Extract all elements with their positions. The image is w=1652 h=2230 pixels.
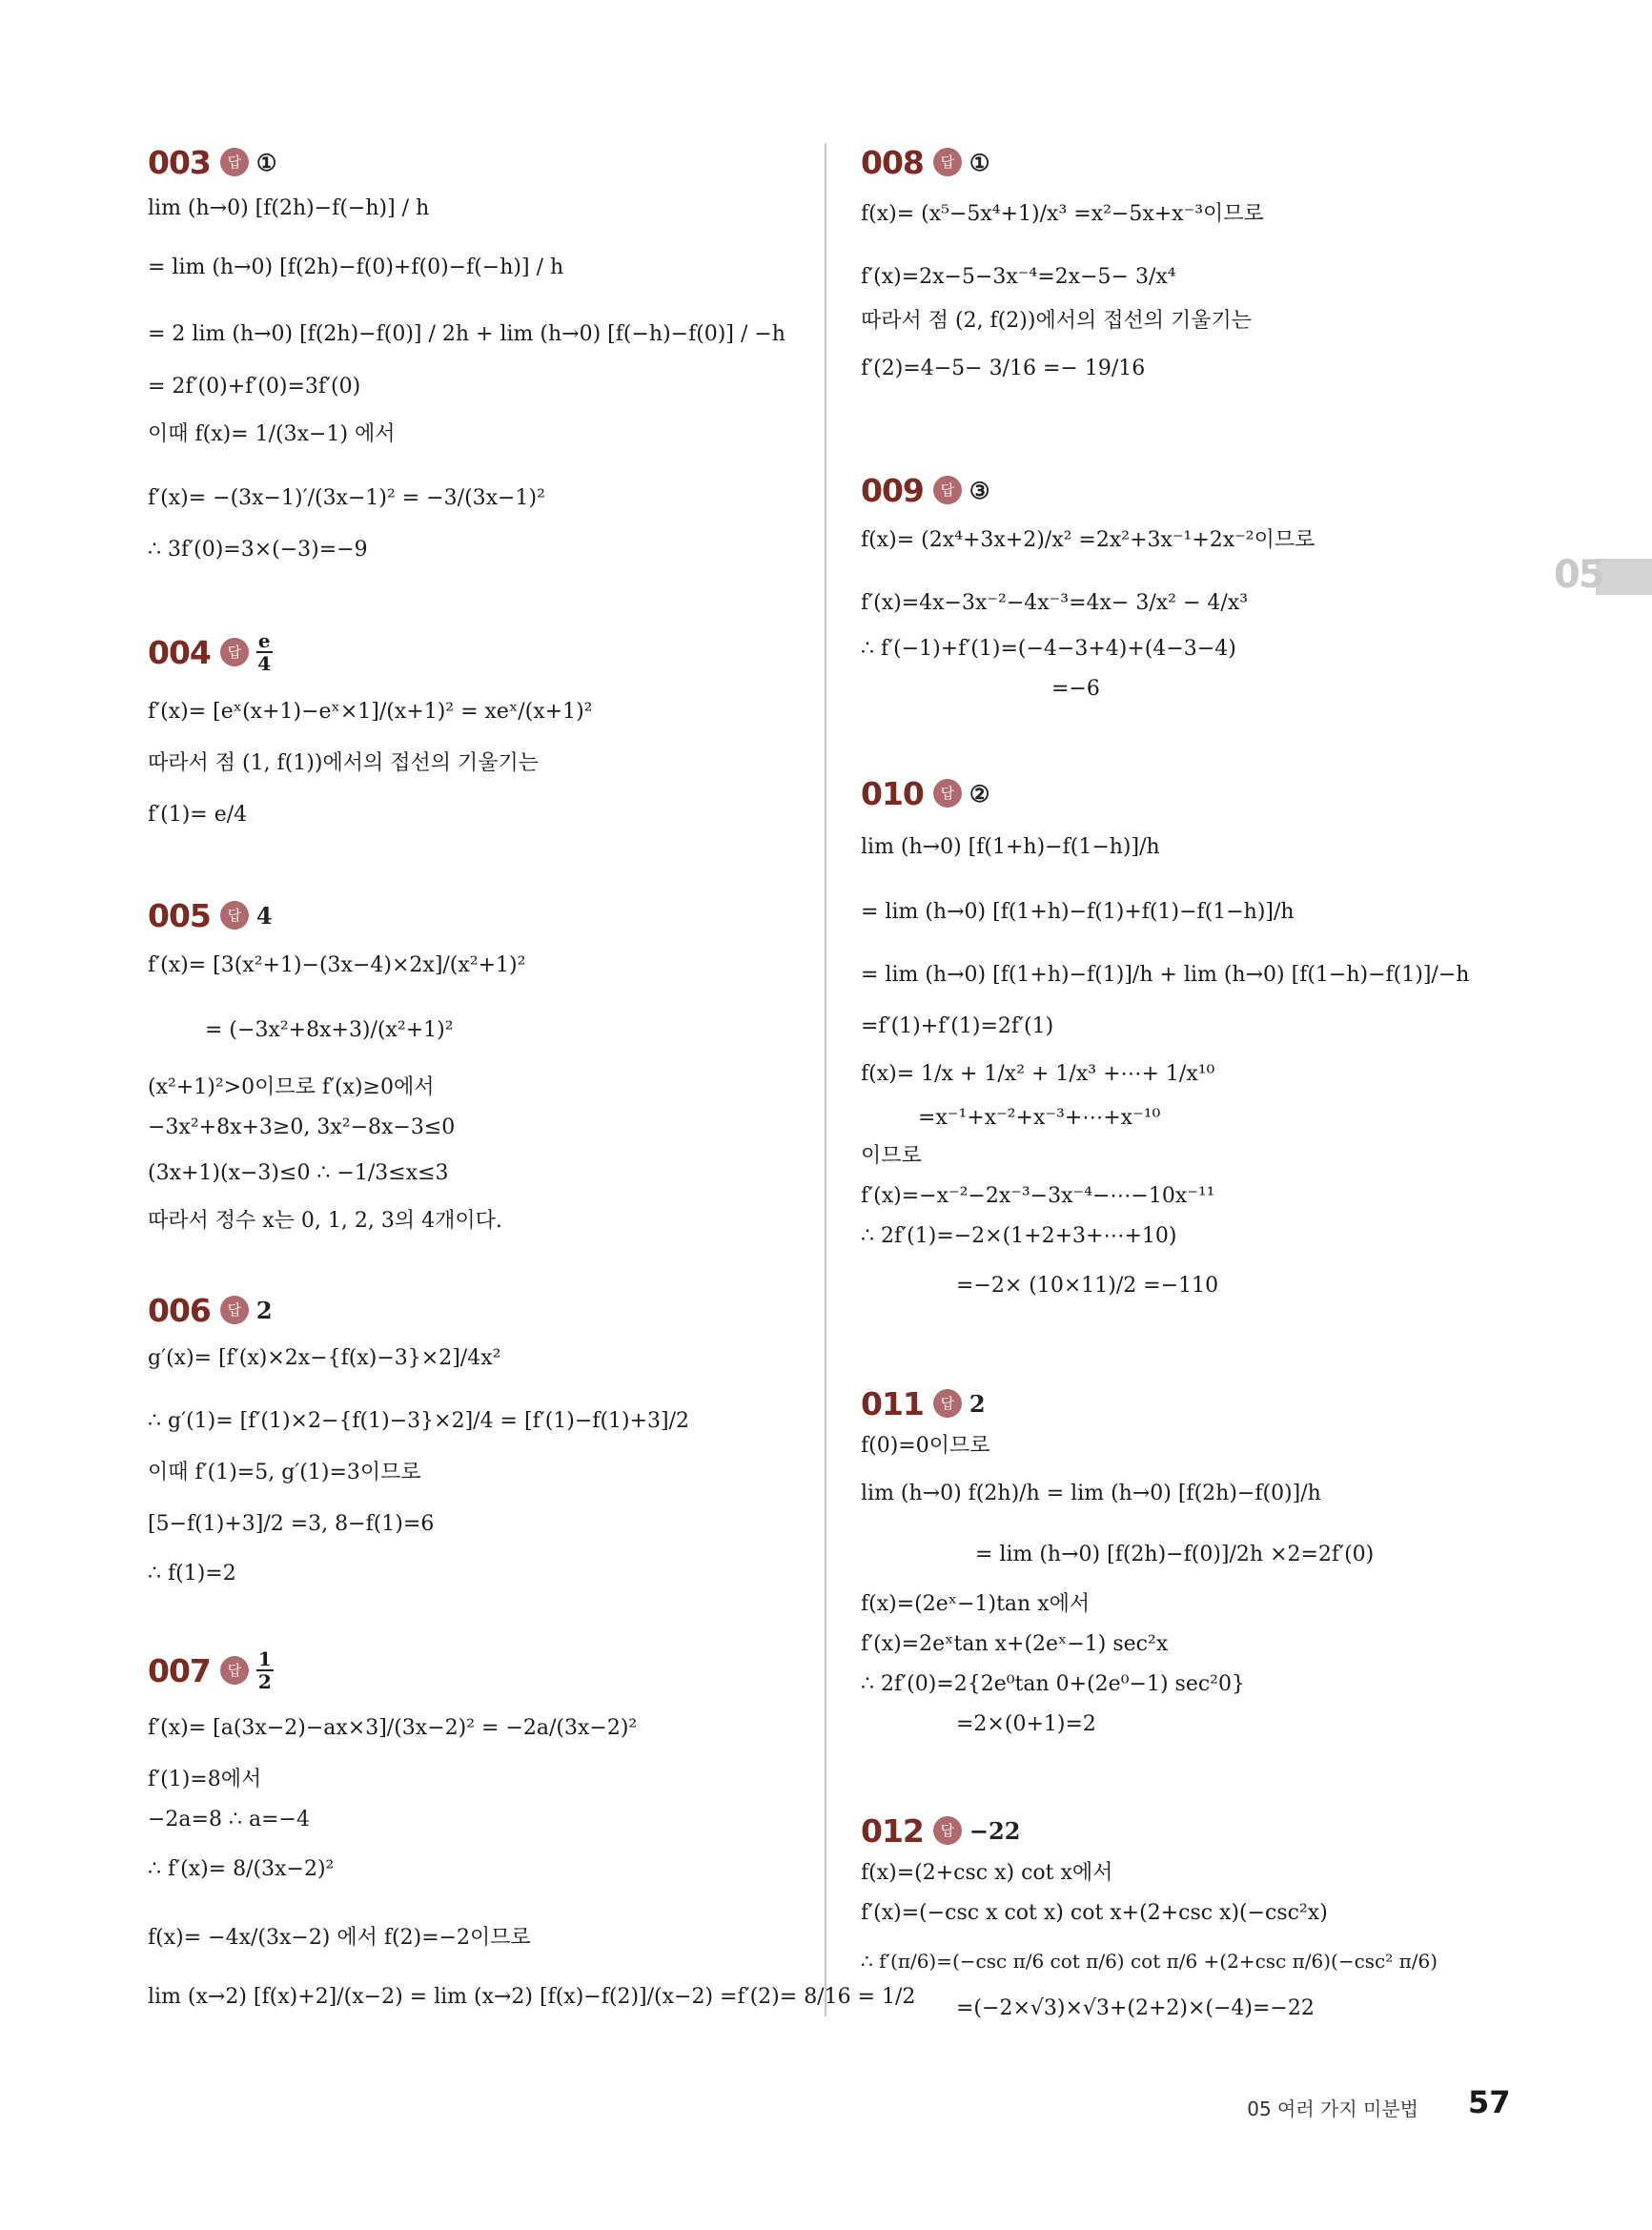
solution-line: lim (x→2) [f(x)+2]/(x−2) = lim (x→2) [f(x)−f(2)]/(x−2) =f′(2)= 8/16 = 1/2: [148, 1985, 916, 2009]
solution-line: f(x)=(2eˣ−1)tan x에서: [861, 1592, 1091, 1616]
solution-line: = lim (h→0) [f(1+h)−f(1)]/h + lim (h→0) [f(1−h)−f(1)]/−h: [861, 963, 1470, 987]
solution-line: f′(x)=4x−3x⁻²−4x⁻³=4x− 3/x² − 4/x³: [861, 591, 1249, 615]
solution-line: lim (h→0) [f(1+h)−f(1−h)]/h: [861, 835, 1160, 859]
answer-badge: 답: [933, 476, 962, 504]
solution-line: f(x)= (x⁵−5x⁴+1)/x³ =x²−5x+x⁻³이므로: [861, 202, 1264, 226]
answer-denominator: 2: [257, 1670, 272, 1693]
solution-line: 따라서 정수 x는 0, 1, 2, 3의 4개이다.: [148, 1209, 502, 1233]
problem-number: 011: [861, 1384, 924, 1422]
problem-header: [148, 141, 815, 183]
side-tab-bar: [1596, 559, 1652, 595]
problem-header: [861, 469, 1547, 511]
answer-badge: 답: [220, 638, 249, 666]
solution-line: ∴ f′(π/6)=(−csc π/6 cot π/6) cot π/6 +(2+csc π/6)(−csc² π/6): [861, 1950, 1438, 1973]
answer-badge: 답: [933, 1816, 962, 1845]
solution-line: ∴ f(1)=2: [148, 1562, 236, 1586]
problem-006: [148, 1289, 815, 1586]
solution-line: =f′(1)+f′(1)=2f′(1): [861, 1014, 1054, 1038]
problem-009: [861, 469, 1547, 701]
answer-value: ③: [969, 476, 990, 504]
solution-line: = lim (h→0) [f(2h)−f(0)]/2h ×2=2f′(0): [975, 1543, 1375, 1566]
solution-line: ∴ 3f′(0)=3×(−3)=−9: [148, 538, 368, 562]
solution-line: =(−2×√3)×√3+(2+2)×(−4)=−22: [956, 1996, 1315, 2020]
problem-010: [861, 772, 1547, 1298]
solution-line: lim (h→0) f(2h)/h = lim (h→0) [f(2h)−f(0)]/h: [861, 1482, 1321, 1505]
footer-chapter-title: 05 여러 가지 미분법: [1247, 2097, 1418, 2120]
answer-badge: 답: [933, 779, 962, 808]
problem-header: [148, 631, 815, 673]
answer-numerator: e: [257, 629, 271, 652]
solution-line: 이므로: [861, 1144, 922, 1168]
problem-number: 007: [148, 1651, 211, 1689]
answer-fraction: [256, 1648, 274, 1692]
solution-line: 따라서 점 (1, f(1))에서의 접선의 기울기는: [148, 751, 539, 775]
problem-number: 009: [861, 471, 924, 509]
problem-003: [148, 141, 815, 562]
side-tab-number: 05: [1554, 553, 1603, 597]
answer-value: −22: [969, 1816, 1021, 1845]
answer-badge: 답: [220, 901, 249, 930]
answer-value: 2: [255, 1296, 273, 1324]
problem-header: [861, 772, 1547, 814]
problem-number: 006: [148, 1291, 211, 1329]
solution-line: f′(1)=8에서: [148, 1768, 262, 1791]
problem-header: [861, 141, 1547, 183]
solution-line: 이때 f(x)= 1/(3x−1) 에서: [148, 422, 396, 446]
solution-line: =2×(0+1)=2: [956, 1712, 1096, 1736]
solution-line: f′(x)= [a(3x−2)−ax×3]/(3x−2)² = −2a/(3x−2)²: [148, 1716, 638, 1740]
answer-value: ②: [969, 779, 990, 808]
problem-number: 010: [861, 774, 924, 812]
solution-line: ∴ g′(1)= [f′(1)×2−{f(1)−3}×2]/4 = [f′(1)−f(1)+3]/2: [148, 1409, 690, 1433]
solution-line: f(x)= (2x⁴+3x+2)/x² =2x²+3x⁻¹+2x⁻²이므로: [861, 528, 1315, 552]
problem-header: [861, 1382, 1547, 1424]
solution-line: =−6: [1051, 677, 1100, 701]
problem-header: [148, 1649, 815, 1691]
answer-value: 2: [969, 1389, 986, 1418]
solution-line: =−2× (10×11)/2 =−110: [956, 1274, 1219, 1298]
solution-line: f′(x)= [eˣ(x+1)−eˣ×1]/(x+1)² = xeˣ/(x+1)²: [148, 700, 593, 724]
answer-badge: 답: [933, 1389, 962, 1418]
solution-line: = (−3x²+8x+3)/(x²+1)²: [205, 1018, 454, 1042]
solution-line: 따라서 점 (2, f(2))에서의 접선의 기울기는: [861, 309, 1252, 333]
solution-line: g′(x)= [f′(x)×2x−{f(x)−3}×2]/4x²: [148, 1346, 501, 1370]
solution-line: = lim (h→0) [f(1+h)−f(1)+f(1)−f(1−h)]/h: [861, 900, 1295, 924]
solution-line: ∴ 2f′(1)=−2×(1+2+3+⋯+10): [861, 1224, 1177, 1248]
answer-value: ①: [255, 148, 277, 176]
solution-line: = lim (h→0) [f(2h)−f(0)+f(0)−f(−h)] / h: [148, 256, 564, 279]
solution-line: f′(x)= [3(x²+1)−(3x−4)×2x]/(x²+1)²: [148, 953, 526, 977]
answer-denominator: 4: [257, 652, 272, 675]
answer-value: 4: [255, 901, 273, 930]
solution-line: 이때 f′(1)=5, g′(1)=3이므로: [148, 1461, 421, 1484]
problem-number: 004: [148, 633, 211, 671]
solution-line: −2a=8 ∴ a=−4: [148, 1808, 310, 1831]
solution-line: f(x)=(2+csc x) cot x에서: [861, 1861, 1113, 1885]
problem-011: [861, 1382, 1547, 1736]
answer-fraction: [256, 630, 273, 674]
solution-line: [5−f(1)+3]/2 =3, 8−f(1)=6: [148, 1512, 435, 1536]
problem-012: [861, 1810, 1547, 2020]
solution-line: f(0)=0이므로: [861, 1434, 990, 1458]
solution-line: (3x+1)(x−3)≤0 ∴ −1/3≤x≤3: [148, 1161, 449, 1185]
solution-line: = 2 lim (h→0) [f(2h)−f(0)] / 2h + lim (h→0) [f(−h)−f(0)] / −h: [148, 322, 785, 346]
chapter-side-tab: [1554, 555, 1652, 595]
solution-line: f′(x)=2x−5−3x⁻⁴=2x−5− 3/x⁴: [861, 265, 1176, 289]
answer-badge: 답: [220, 1296, 249, 1324]
solution-line: = 2f′(0)+f′(0)=3f′(0): [148, 375, 361, 399]
problem-005: [148, 894, 815, 1233]
solution-line: lim (h→0) [f(2h)−f(−h)] / h: [148, 196, 430, 220]
solution-line: f′(2)=4−5− 3/16 =− 19/16: [861, 357, 1146, 380]
solution-line: ∴ f′(−1)+f′(1)=(−4−3+4)+(4−3−4): [861, 637, 1236, 661]
column-divider: [825, 143, 826, 2016]
answer-badge: 답: [220, 1656, 249, 1685]
solution-line: f′(x)=2eˣtan x+(2eˣ−1) sec²x: [861, 1632, 1169, 1656]
problem-number: 008: [861, 143, 924, 181]
problem-004: [148, 629, 815, 827]
problem-number: 005: [148, 896, 211, 934]
answer-badge: 답: [933, 148, 962, 176]
solution-line: f(x)= 1/x + 1/x² + 1/x³ +⋯+ 1/x¹⁰: [861, 1062, 1215, 1086]
solution-line: f(x)= −4x/(3x−2) 에서 f(2)=−2이므로: [148, 1926, 531, 1950]
solution-line: ∴ f′(x)= 8/(3x−2)²: [148, 1857, 335, 1881]
page-number: 57: [1468, 2084, 1511, 2120]
solution-line: f′(x)=−x⁻²−2x⁻³−3x⁻⁴−⋯−10x⁻¹¹: [861, 1184, 1215, 1208]
problem-header: [148, 1289, 815, 1331]
answer-value: ①: [969, 148, 990, 176]
solution-line: =x⁻¹+x⁻²+x⁻³+⋯+x⁻¹⁰: [918, 1106, 1161, 1130]
solution-line: f′(1)= e/4: [148, 803, 248, 827]
problem-header: [861, 1810, 1547, 1852]
answer-badge: 답: [220, 148, 249, 176]
problem-header: [148, 894, 815, 936]
problem-number: 012: [861, 1811, 924, 1850]
solution-line: ∴ 2f′(0)=2{2e⁰tan 0+(2e⁰−1) sec²0}: [861, 1672, 1245, 1696]
solution-line: −3x²+8x+3≥0, 3x²−8x−3≤0: [148, 1115, 456, 1139]
problem-number: 003: [148, 143, 211, 181]
solution-line: f′(x)= −(3x−1)′/(3x−1)² = −3/(3x−1)²: [148, 486, 545, 510]
problem-008: [861, 141, 1547, 380]
answer-numerator: 1: [257, 1647, 272, 1670]
solution-line: (x²+1)²>0이므로 f′(x)≥0에서: [148, 1075, 435, 1099]
solution-line: f′(x)=(−csc x cot x) cot x+(2+csc x)(−csc²x): [861, 1901, 1328, 1925]
